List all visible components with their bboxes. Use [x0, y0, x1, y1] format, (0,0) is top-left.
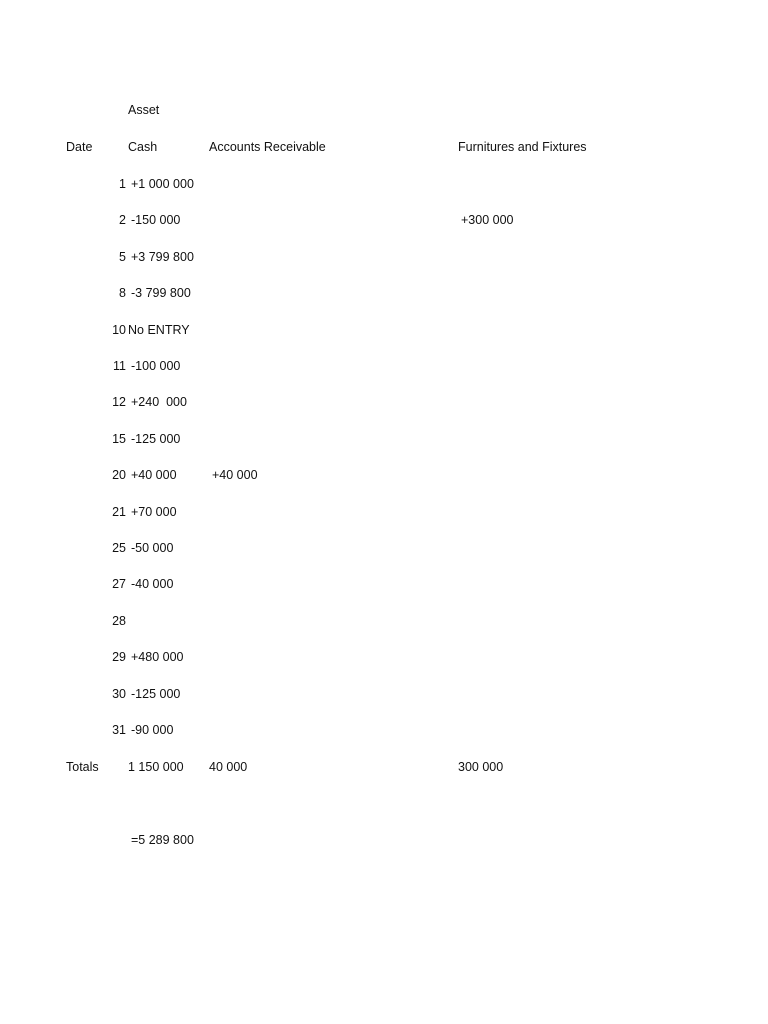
row-cash: +480 000	[131, 650, 184, 665]
row-date: 29	[112, 650, 126, 665]
totals-label: Totals	[66, 760, 99, 774]
cash-total: 1 150 000	[128, 760, 184, 774]
row-cash: +70 000	[131, 504, 177, 519]
asset-heading: Asset	[128, 103, 160, 117]
row-accounts-receivable: +40 000	[212, 468, 258, 483]
accounts-receivable-total: 40 000	[209, 760, 248, 774]
row-date: 27	[112, 577, 126, 592]
grand-total: =5 289 800	[131, 833, 194, 847]
accounts-receivable-column-header: Accounts Receivable	[209, 140, 326, 154]
row-cash: +3 799 800	[131, 249, 194, 264]
row-date: 30	[112, 686, 126, 701]
row-cash: No ENTRY	[128, 322, 190, 337]
furnitures-fixtures-total: 300 000	[458, 760, 504, 774]
row-date: 8	[119, 286, 126, 301]
row-cash: -90 000	[131, 723, 174, 737]
row-date: 28	[112, 613, 126, 628]
row-cash: -40 000	[131, 577, 174, 592]
row-date: 12	[112, 395, 126, 410]
cash-column-header: Cash	[128, 140, 158, 154]
row-date: 15	[112, 431, 126, 446]
row-date: 5	[119, 249, 126, 264]
row-cash: -100 000	[131, 359, 181, 373]
row-cash: +240 000	[131, 395, 187, 410]
row-cash: -3 799 800	[131, 286, 191, 301]
row-date: 10	[112, 322, 126, 337]
row-cash: -125 000	[131, 431, 181, 446]
row-cash: +40 000	[131, 468, 177, 483]
furnitures-fixtures-column-header: Furnitures and Fixtures	[458, 140, 587, 154]
row-cash: -50 000	[131, 541, 174, 555]
row-furnitures-fixtures: +300 000	[461, 213, 514, 228]
row-cash: -125 000	[131, 686, 181, 701]
row-cash: -150 000	[131, 213, 181, 228]
row-date: 25	[112, 541, 126, 555]
row-date: 31	[112, 723, 126, 737]
row-date: 11	[113, 359, 126, 373]
row-date: 21	[112, 504, 126, 519]
date-column-header: Date	[66, 140, 93, 154]
row-date: 1	[119, 177, 126, 191]
row-date: 20	[112, 468, 126, 483]
row-date: 2	[119, 213, 126, 228]
row-cash: +1 000 000	[131, 177, 194, 191]
